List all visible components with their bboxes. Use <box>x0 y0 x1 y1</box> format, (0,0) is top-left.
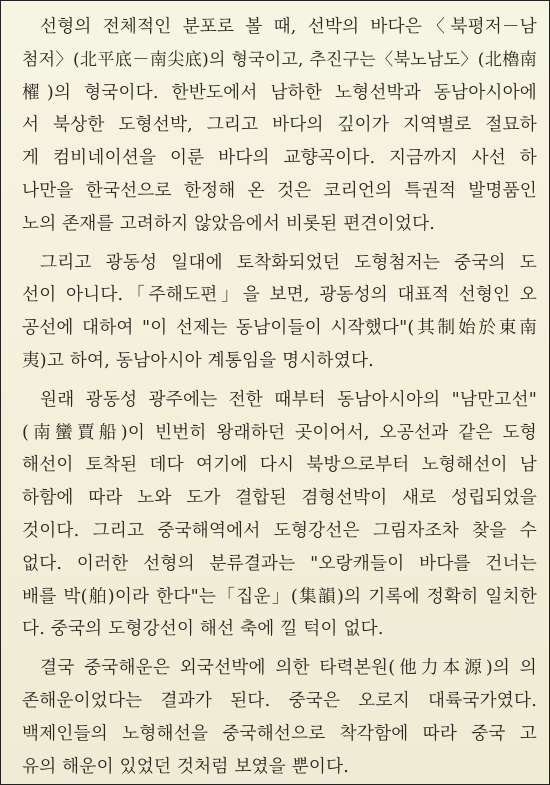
paragraph <box>22 652 537 783</box>
text-line: 다. 중국의 도형강선이 해선 축에 낄 턱이 없다. <box>22 619 384 640</box>
paragraph <box>22 11 537 241</box>
text-line: 없다. 이러한 선형의 분류결과는 "오랑캐들이 바다를 건너는 <box>22 553 537 574</box>
text-line: 첨저〉(北平底－南尖底)의 형국이고, 추진구는〈북노남도〉(北櫓南 <box>22 49 537 70</box>
paragraph <box>22 247 537 378</box>
text-line: 결국 중국해운은 외국선박에 의한 타력본원(他力本源)의 의 <box>40 658 537 679</box>
text-line: 노의 존재를 고려하지 않았음에서 비롯된 편견이었다. <box>22 213 436 234</box>
paragraph <box>22 384 537 646</box>
text-line: 夷)고 하여, 동남아시아 계통임을 명시하였다. <box>22 350 374 371</box>
text-line: 공선에 대하여 "이 선제는 동남이들이 시작했다"(其制始於東南 <box>22 318 537 339</box>
text-line: 유의 해운이 있었던 것처럼 보였을 뿐이다. <box>22 756 350 777</box>
text-line: 해선이 토착된 데다 여기에 다시 북방으로부터 노형해선이 남 <box>22 455 537 476</box>
text-line: 선이 아니다.「주해도편」을 보면, 광동성의 대표적 선형인 오 <box>22 285 537 306</box>
text-line: 서 북상한 도형선박, 그리고 바다의 깊이가 지역별로 절묘하 <box>22 115 537 136</box>
text-line: 게 컴비네이션을 이룬 바다의 교향곡이다. 지금까지 사선 하 <box>22 148 537 169</box>
text-line: 선형의 전체적인 분포로 볼 때, 선박의 바다은〈북평저－남 <box>40 17 537 37</box>
text-line: 나만을 한국선으로 한정해 온 것은 코리언의 특권적 발명품인 <box>22 180 537 201</box>
text-line: 그리고 광동성 일대에 토착화되었던 도형첨저는 중국의 도 <box>40 252 537 273</box>
text-line: 櫂)의 형국이다. 한반도에서 남하한 노형선박과 동남아시아에 <box>22 82 537 103</box>
text-column <box>22 11 537 785</box>
text-line: 하함에 따라 노와 도가 결합된 겸형선박이 새로 성립되었을 <box>22 488 537 509</box>
text-line: 것이다. 그리고 중국해역에서 도형강선은 그림자조차 찾을 수 <box>22 520 537 541</box>
text-line: 존해운이었다는 결과가 된다. 중국은 오로지 대륙국가였다. <box>22 690 537 711</box>
text-line: 백제인들의 노형해선을 중국해선으로 착각함에 따라 중국 고 <box>22 723 537 744</box>
text-line: 배를 박(舶)이라 한다"는「집운」(集韻)의 기록에 정확히 일치한 <box>22 586 537 607</box>
text-line: (南蠻賈船)이 빈번히 왕래하던 곳이어서, 오공선과 같은 도형 <box>22 422 537 443</box>
text-line: 원래 광동성 광주에는 전한 때부터 동남아시아의 "남만고선" <box>40 389 537 410</box>
